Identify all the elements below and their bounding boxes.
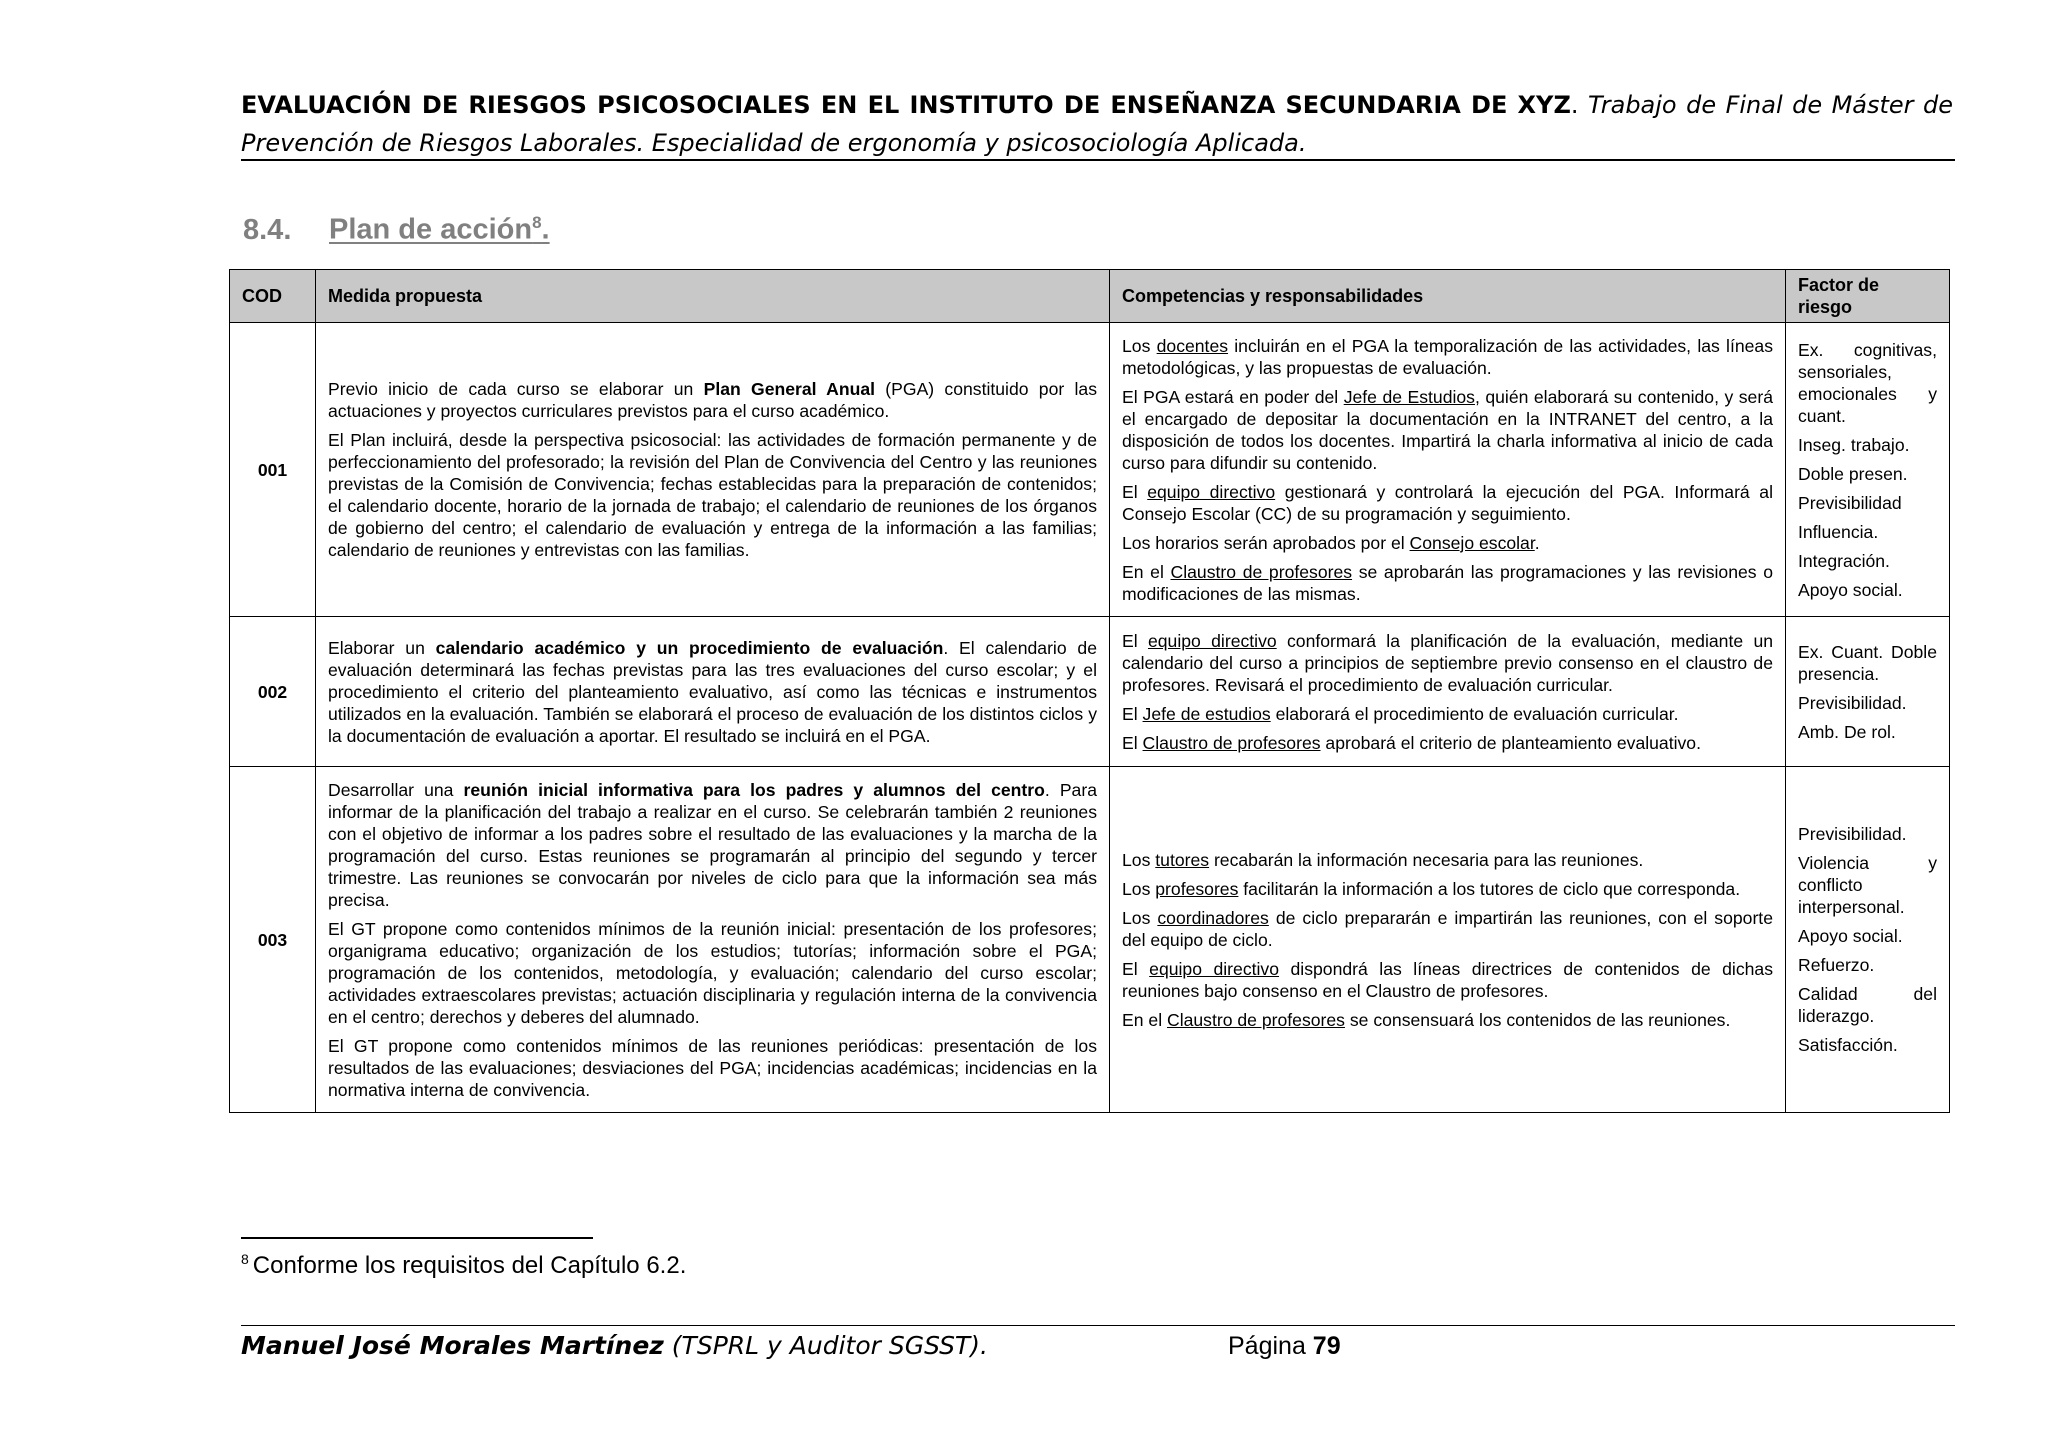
row-competencias [1110,323,1786,617]
section-title-end: . [541,213,550,246]
footnote-marker: 8 [241,1251,249,1267]
header-factor: Factor de riesgo [1786,270,1950,323]
header-cod: COD [230,270,316,323]
paragraph: El Jefe de estudios elaborará el procedimiento de evaluación curricular. [1122,703,1679,724]
risk-factor: Integración. [1798,550,1890,571]
paragraph: El equipo directivo dispondrá las líneas directrices de contenidos de dichas reuniones bajo consenso en el Claustro de profesores. [1122,958,1773,1001]
table-row [230,767,1950,1113]
row-factor [1786,323,1950,617]
risk-factor: Apoyo social. [1798,926,1903,946]
paragraph: El GT propone como contenidos mínimos de las reuniones periódicas: presentación de los resultados de las evaluaciones; desviaciones del PGA; incidencias académicas; incidencias en la normativa interna de convivencia. [328,1035,1097,1100]
footnote-text: Conforme los requisitos del Capítulo 6.2. [252,1252,687,1279]
table-row [230,617,1950,767]
paragraph: El equipo directivo gestionará y controlará la ejecución del PGA. Informará al Consejo Escolar (CC) de su programación y seguimiento. [1122,481,1773,524]
paragraph: Los profesores facilitarán la información a los tutores de ciclo que corresponda. [1122,878,1741,899]
table-header-row [230,270,1950,323]
risk-factor: Previsibilidad. [1798,692,1907,713]
row-medida [316,767,1110,1113]
paragraph: El Claustro de profesores aprobará el criterio de planteamiento evaluativo. [1122,732,1701,753]
page-number-value: 79 [1312,1332,1341,1360]
risk-factor: Inseg. trabajo. [1798,434,1910,455]
header-rule [241,159,1955,161]
paragraph: Los coordinadores de ciclo prepararán e impartirán las reuniones, con el soporte del equipo de ciclo. [1122,907,1773,950]
paragraph: El Plan incluirá, desde la perspectiva psicosocial: las actividades de formación permanente y de perfeccionamiento del profesorado; la revisión del Plan de Convivencia del Centro y las reuniones previstas de la Comisión de Convivencia; fechas establecidas para la preparación de contenidos; el calendario docente, horario de la jornada de trabajo; el calendario de reuniones de los órganos de gobierno del centro; el calendario de evaluación y entrega de la información a las familias; calendario de reuniones y entrevistas con las familias. [328,430,1097,560]
footer-rule [241,1325,1955,1326]
row-cod: 002 [230,617,316,767]
paragraph: Previo inicio de cada curso se elaborar un Plan General Anual (PGA) constituido por las actuaciones y proyectos curriculares previstos para el curso académico. [328,379,1097,421]
action-plan-table [229,269,1950,1113]
risk-factor: Amb. De rol. [1798,721,1896,742]
page-label: Página [1228,1332,1313,1360]
footer-author [241,1331,988,1360]
risk-factor: Influencia. [1798,521,1879,542]
risk-factor: Previsibilidad. [1798,824,1907,844]
row-medida [316,323,1110,617]
header-competencias: Competencias y responsabilidades [1110,270,1786,323]
paragraph: Los tutores recabarán la información necesaria para las reuniones. [1122,849,1644,870]
footnote [241,1251,686,1280]
table-row [230,323,1950,617]
page-header [241,86,1953,162]
risk-factor: Violencia y conflicto interpersonal. [1798,853,1937,917]
author-name: Manuel José Morales Martínez [241,1331,664,1360]
paragraph: En el Claustro de profesores se consensuará los contenidos de las reuniones. [1122,1009,1731,1030]
section-heading [243,213,550,247]
row-medida [316,617,1110,767]
header-medida: Medida propuesta [316,270,1110,323]
paragraph: El equipo directivo conformará la planificación de la evaluación, mediante un calendario del curso a principios de septiembre previo consenso en el claustro de profesores. Revisará el procedimiento de evaluación curricular. [1122,630,1774,695]
header-subtitle: Trabajo de Final de Máster de Prevención de Riesgos Laborales. Especialidad de ergonomía y psicosociología Aplicada. [241,91,1953,157]
row-factor [1786,767,1950,1113]
row-cod: 001 [230,323,316,617]
header-separator: . [1570,91,1588,119]
risk-factor: Doble presen. [1798,463,1908,484]
paragraph: El PGA estará en poder del Jefe de Estudios, quién elaborará su contenido, y será el encargado de depositar la documentación en la INTRANET del centro, a la disposición de todos los docentes. Impartirá la charla informativa al inicio de cada curso para difundir su contenido. [1122,386,1773,473]
section-title-text: Plan de acción [329,213,533,246]
risk-factor: Ex. cognitivas, sensoriales, emocionales y cuant. [1798,339,1937,426]
risk-factor: Apoyo social. [1798,579,1903,600]
paragraph: El GT propone como contenidos mínimos de la reunión inicial: presentación de los profesores; organigrama educativo; organización de los estudios; tutorías; información sobre el PGA; programación de los contenidos, metodología, y evaluación; calendario del curso escolar; actividades extraescolares previstas; actuación disciplinaria y regulación interna de la convivencia en el centro; derechos y deberes del alumnado. [328,918,1097,1027]
risk-factor: Satisfacción. [1798,1035,1898,1055]
risk-factor: Calidad del liderazgo. [1798,984,1937,1026]
risk-factor: Ex. Cuant. Doble presencia. [1798,641,1937,684]
header-title: EVALUACIÓN DE RIESGOS PSICOSOCIALES EN EL INSTITUTO DE ENSEÑANZA SECUNDARIA DE XYZ [241,91,1571,119]
author-credentials: (TSPRL y Auditor SGSST). [663,1331,988,1360]
section-number: 8.4. [243,213,292,246]
paragraph: Los horarios serán aprobados por el Consejo escolar. [1122,532,1540,553]
paragraph: En el Claustro de profesores se aprobarán las programaciones y las revisiones o modificaciones de las mismas. [1122,561,1773,604]
paragraph: Desarrollar una reunión inicial informativa para los padres y alumnos del centro. Para informar de la planificación del trabajo a realizar en el curso. Se celebrarán también 2 reuniones con el objetivo de informar a los padres sobre el resultado de las evaluaciones y la marcha de la programación del curso. Estas reuniones se programarán al principio del segundo y tercer trimestre. Las reuniones se convocarán por niveles de ciclo para que la información sea más precisa. [328,779,1097,910]
paragraph: Los docentes incluirán en el PGA la temporalización de las actividades, las líneas metodológicas, y las propuestas de evaluación. [1122,335,1773,378]
row-competencias [1110,767,1786,1113]
paragraph: Elaborar un calendario académico y un procedimiento de evaluación. El calendario de evaluación determinará las fechas previstas para las tres evaluaciones del curso escolar; y el procedimiento el criterio del planteamiento evaluativo, así como las técnicas e instrumentos utilizados en la evaluación. También se elaborará el proceso de evaluación de los distintos ciclos y la documentación de evaluación a aportar. El resultado se incluirá en el PGA. [328,637,1097,746]
row-cod: 003 [230,767,316,1113]
row-competencias [1110,617,1786,767]
footnote-reference[interactable]: 8 [532,213,542,232]
row-factor [1786,617,1950,767]
section-title [329,213,550,247]
page-number [1228,1332,1341,1361]
footnote-rule [241,1237,593,1239]
risk-factor: Previsibilidad [1798,492,1902,513]
risk-factor: Refuerzo. [1798,955,1875,975]
